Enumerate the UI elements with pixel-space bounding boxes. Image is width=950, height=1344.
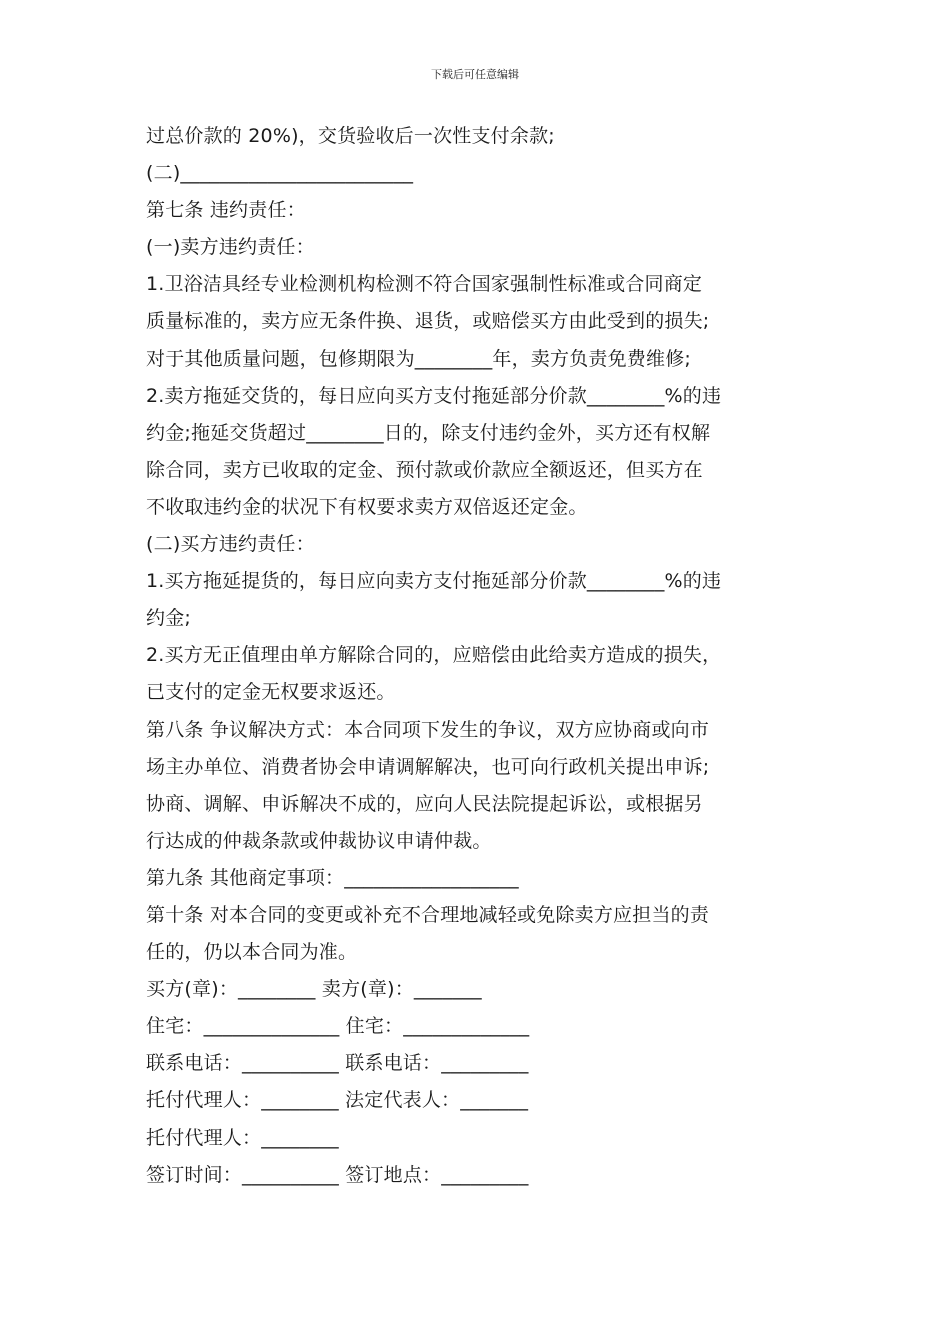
text-line: 除合同，卖方已收取的定金、预付款或价款应全额返还，但买方在: [146, 458, 703, 481]
signature-field: 买方(章)：________ 卖方(章)：_______: [146, 978, 482, 1001]
signature-field: 签订时间：__________ 签订地点：_________: [146, 1163, 529, 1186]
article-heading: 第八条 争议解决方式：本合同项下发生的争议，双方应协商或向市: [146, 718, 710, 741]
text-line: 已支付的定金无权要求返还。: [146, 681, 396, 704]
signature-field: 托付代理人：________ 法定代表人：_______: [146, 1089, 529, 1112]
text-line: 1.卫浴洁具经专业检测机构检测不符合国家强制性标准或合同商定: [146, 273, 703, 296]
section-heading: (一)卖方违约责任：: [146, 236, 315, 259]
text-line: 不收取违约金的状况下有权要求卖方双倍返还定金。: [146, 495, 588, 518]
signature-field: 联系电话：__________ 联系电话：_________: [146, 1052, 529, 1075]
text-line: 2.买方无正值理由单方解除合同的，应赔偿由此给卖方造成的损失，: [146, 644, 722, 667]
text-line: 约金;: [146, 607, 192, 630]
page-header: 下载后可任意编辑: [431, 68, 519, 81]
text-line: 约金;拖延交货超过________日的，除支付违约金外，买方还有权解: [146, 421, 711, 444]
text-line: 对于其他质量问题，包修期限为________年，卖方负责免费维修;: [146, 347, 692, 370]
article-heading: 第十条 对本合同的变更或补充不合理地减轻或免除卖方应担当的责: [146, 903, 710, 926]
signature-field: 住宅：______________ 住宅：_____________: [146, 1015, 530, 1038]
text-line: 质量标准的，卖方应无条件换、退货，或赔偿买方由此受到的损失;: [146, 310, 710, 333]
text-line: 行达成的仲裁条款或仲裁协议申请仲裁。: [146, 829, 492, 852]
article-heading: 第七条 违约责任：: [146, 199, 306, 222]
text-line: 任的，仍以本合同为准。: [146, 941, 358, 964]
text-line: 2.卖方拖延交货的，每日应向买方支付拖延部分价款________%的违: [146, 384, 722, 407]
contract-body: [146, 118, 811, 1194]
text-line: 1.买方拖延提货的，每日应向卖方支付拖延部分价款________%的违: [146, 570, 722, 593]
section-heading: (二)买方违约责任：: [146, 533, 315, 556]
article-heading: 第九条 其他商定事项：__________________: [146, 866, 519, 889]
text-line: 协商、调解、申诉解决不成的，应向人民法院提起诉讼，或根据另: [146, 792, 703, 815]
signature-field: 托付代理人：________: [146, 1126, 339, 1149]
text-line: (二)________________________: [146, 162, 414, 185]
text-line: 场主办单位、消费者协会申请调解解决，也可向行政机关提出申诉;: [146, 755, 710, 778]
text-line: 过总价款的 20%)，交货验收后一次性支付余款;: [146, 125, 555, 147]
